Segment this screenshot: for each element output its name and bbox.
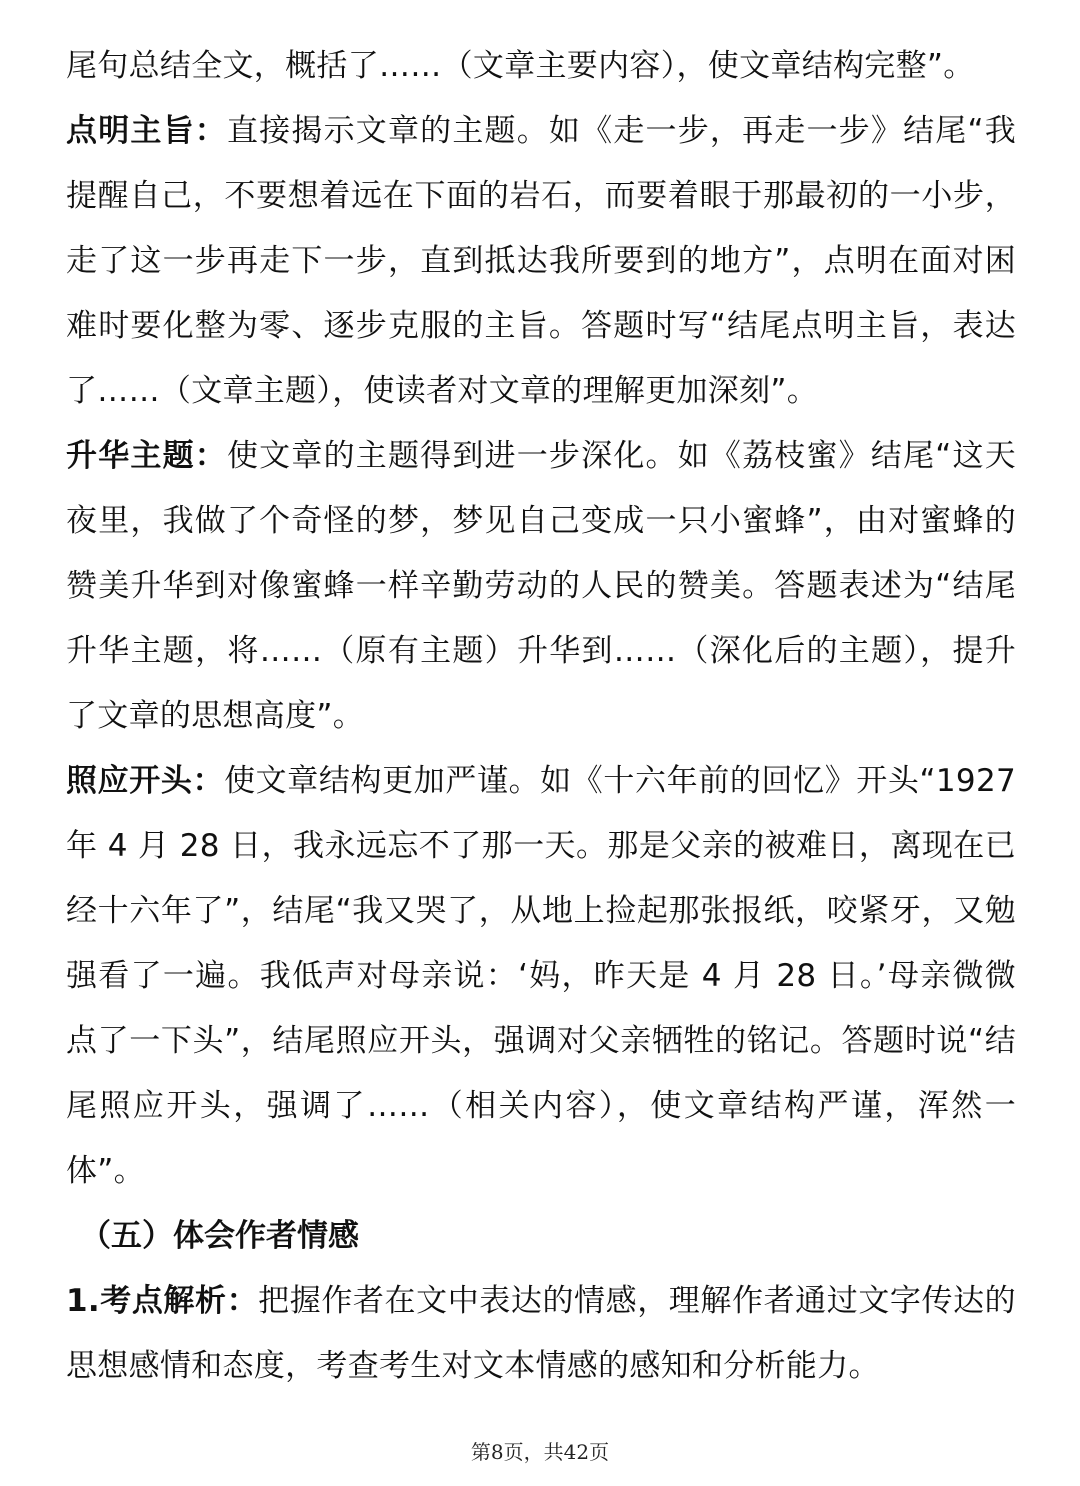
paragraph-text: 直接揭示文章的主题。如《走一步，再走一步》结尾“我提醒自己，不要想着远在下面的岩石，而要着眼于那最初的一小步，走了这一步再走下一步，直到抵达我所要到的地方”，点明在面对困难时要化整为零、逐步克服的主旨。答题时写“结尾点明主旨，表达了……（文章主题），使读者对文章的理解更加深刻”。 [66, 113, 1017, 409]
paragraph-analysis [66, 1269, 1016, 1399]
paragraph-theme-elevation [66, 424, 1016, 749]
term-label: 升华主题： [66, 438, 227, 474]
term-label: 照应开头： [66, 763, 225, 799]
paragraph-text: 使文章结构更加严谨。如《十六年前的回忆》开头“1927 年 4 月 28 日，我永远忘不了那一天。那是父亲的被难日，离现在已经十六年了”，结尾“我又哭了，从地上捡起那张报纸，咬紧牙，又勉强看了一遍。我低声对母亲说：‘妈，昨天是 4 月 28 日。’母亲微微点了一下头”，结尾照应开头，强调对父亲牺牲的铭记。答题时说“结尾照应开头，强调了……（相关内容），使文章结构严谨，浑然一体”。 [66, 763, 1016, 1189]
page-footer: 第8页，共42页 [470, 1440, 610, 1464]
paragraph-text: 尾句总结全文，概括了……（文章主要内容），使文章结构完整”。 [66, 48, 975, 84]
term-label: 1.考点解析： [66, 1283, 259, 1319]
paragraph-echo-opening [66, 749, 1016, 1204]
paragraph-text: 使文章的主题得到进一步深化。如《荔枝蜜》结尾“这天夜里，我做了个奇怪的梦，梦见自己变成一只小蜜蜂”，由对蜜蜂的赞美升华到对像蜜蜂一样辛勤劳动的人民的赞美。答题表述为“结尾升华主题，将……（原有主题）升华到……（深化后的主题），提升了文章的思想高度”。 [66, 438, 1017, 734]
document-body [66, 34, 1016, 1399]
paragraph-text: 把握作者在文中表达的情感，理解作者通过文字传达的思想感情和态度，考查考生对文本情感的感知和分析能力。 [66, 1283, 1016, 1384]
paragraph-theme-statement [66, 99, 1016, 424]
section-heading: （五）体会作者情感 [80, 1218, 359, 1254]
paragraph-summary [66, 34, 1016, 99]
term-label: 点明主旨： [66, 113, 227, 149]
